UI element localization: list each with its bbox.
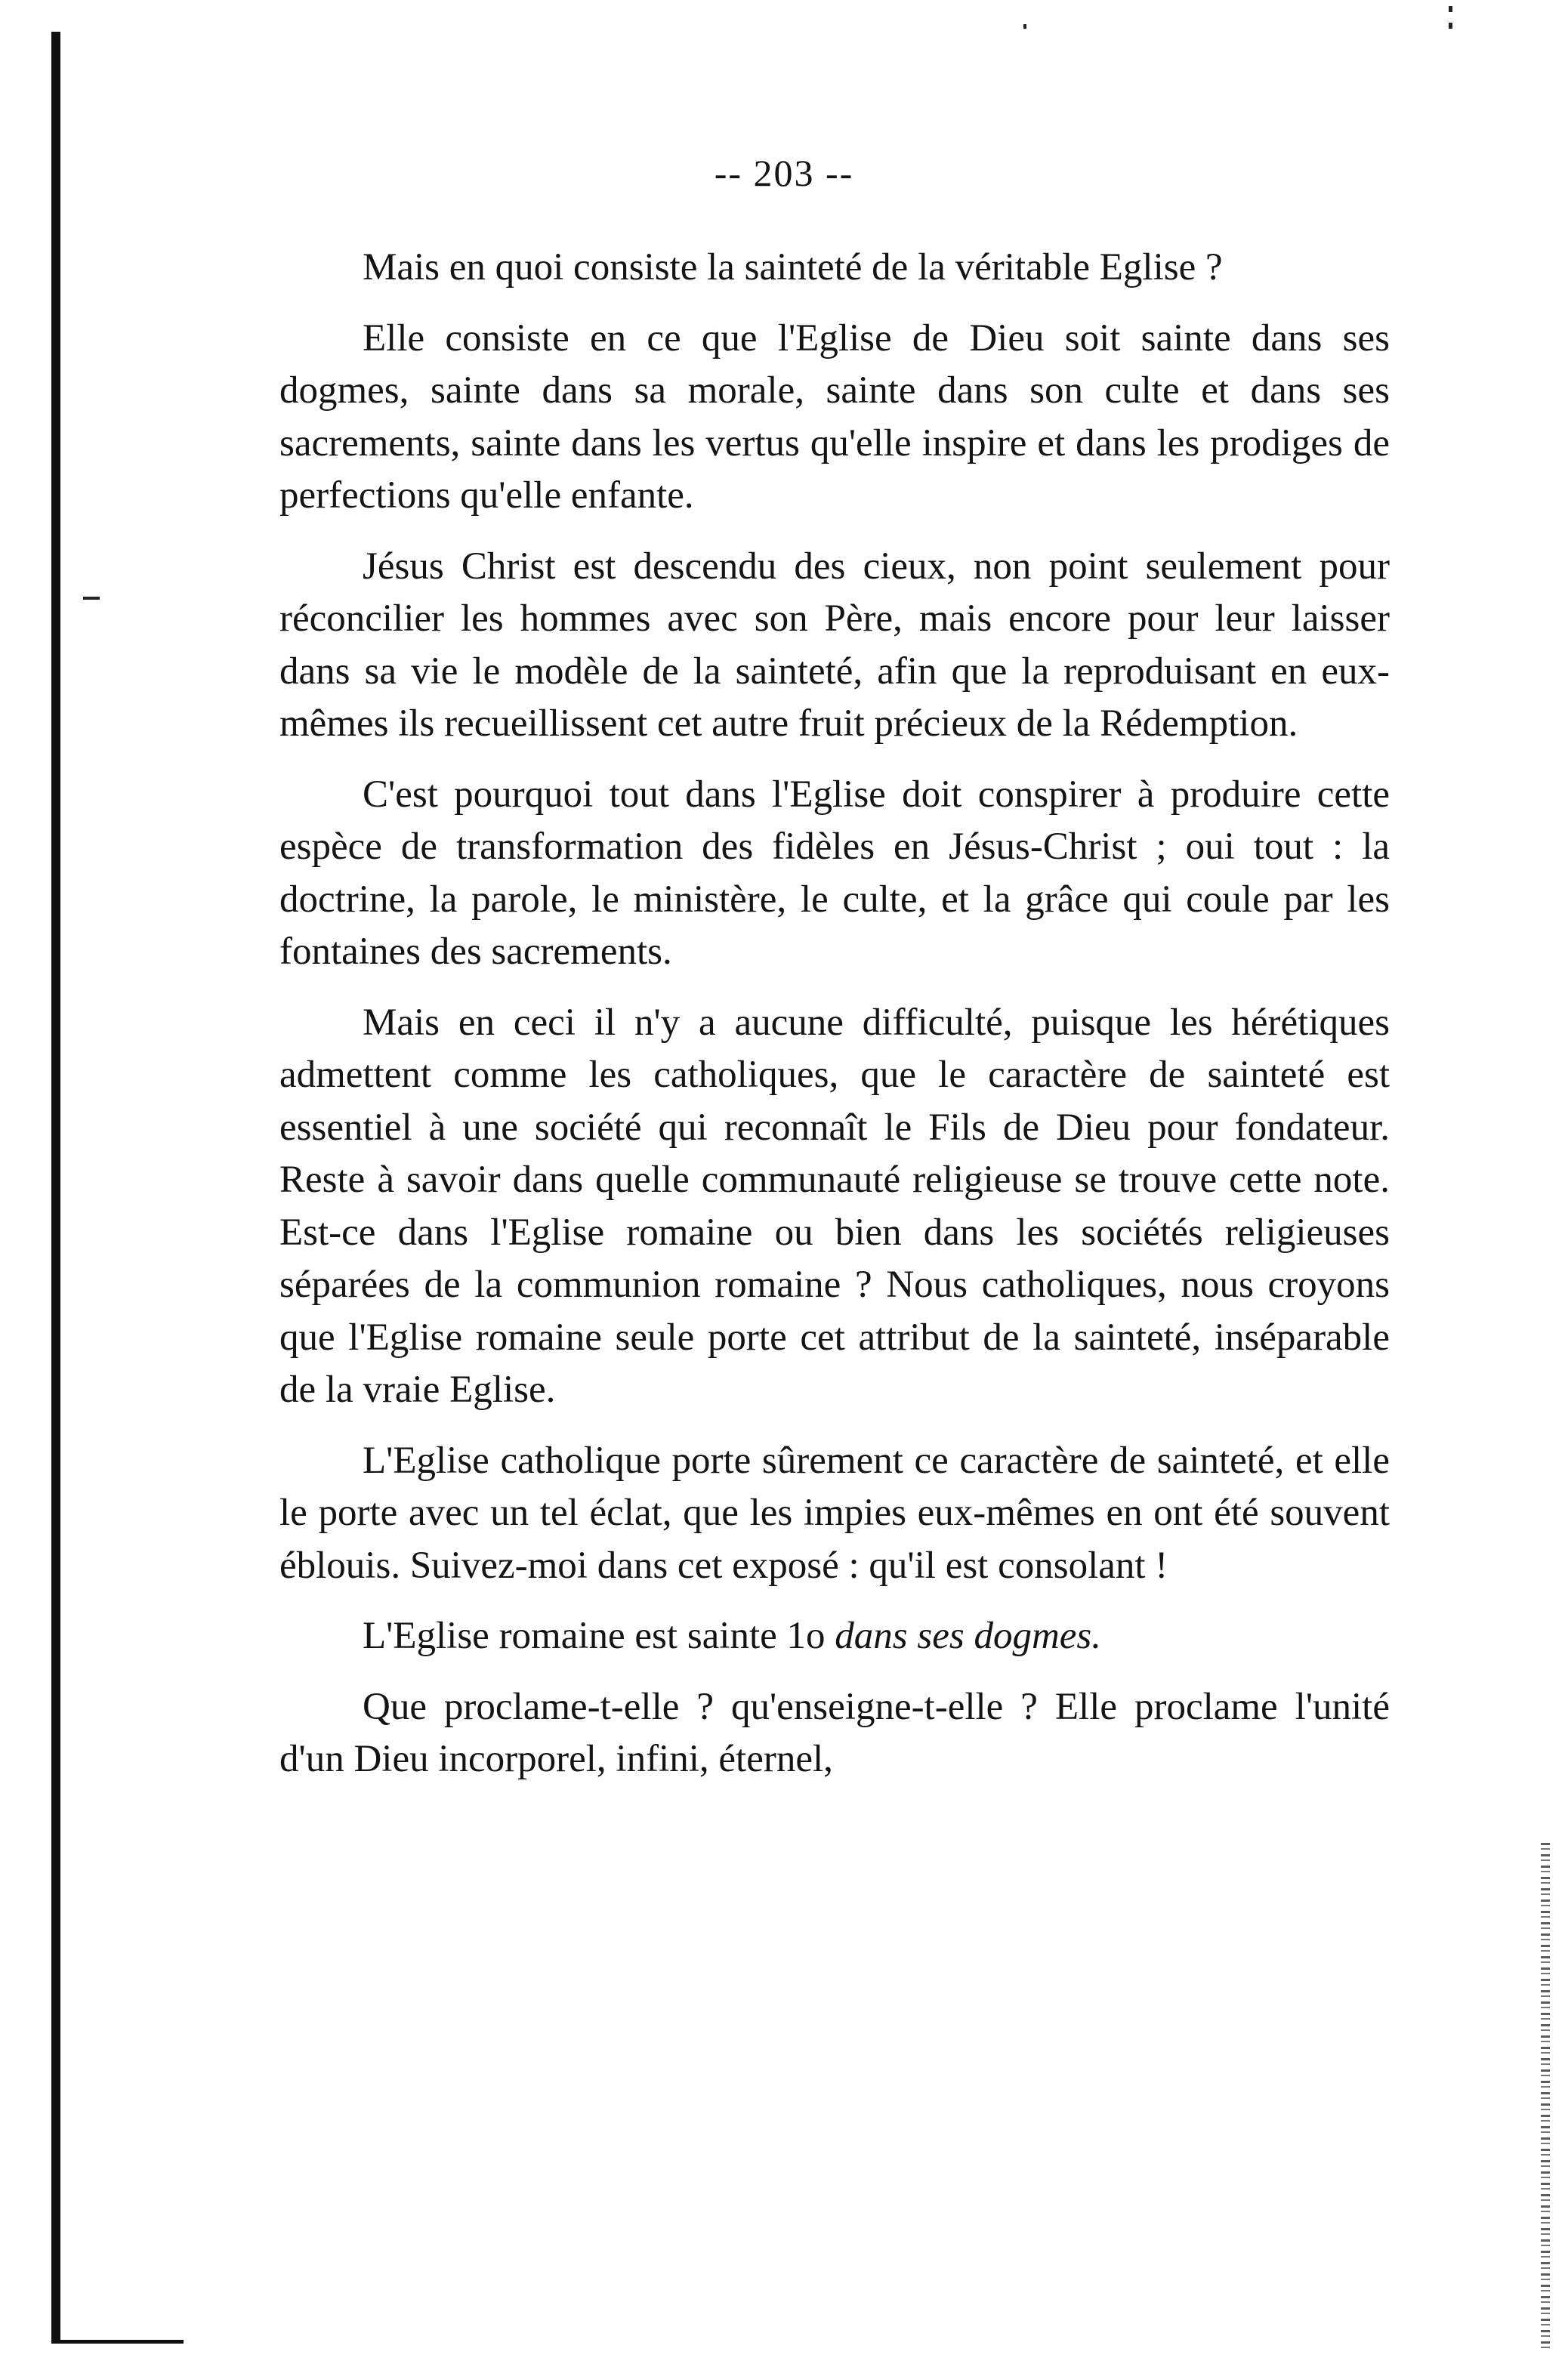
- page-number: -- 203 --: [714, 152, 854, 194]
- scan-speck: [1449, 23, 1452, 29]
- scan-speck: [1023, 24, 1026, 29]
- dogmes-line-emphasis: dans ses dogmes.: [835, 1615, 1102, 1657]
- scan-speck: [1449, 6, 1452, 12]
- body-text: [279, 242, 1390, 1786]
- paragraph: Mais en ceci il n'y a aucune difficulté, puisque les hérétiques admettent comme les catholiques, que le caractère de sainteté est essentiel à une société qui reconnaît le Fils de Dieu pour fondateur. Reste à savoir dans quelle communauté religieuse se trouve cette note. Est-ce dans l'Eglise romaine ou bien dans les sociétés religieuses séparées de la communion romaine ? Nous catholiques, nous croyons que l'Eglise romaine seule porte cet attribut de la sainteté, inséparable de la vraie Eglise.: [279, 1001, 1390, 1411]
- paragraph: Mais en quoi consiste la sainteté de la véritable Eglise ?: [363, 246, 1223, 289]
- binding-edge-shadow: [51, 32, 60, 2343]
- paragraph: L'Eglise catholique porte sûrement ce caractère de sainteté, et elle le porte avec un tel éclat, que les impies eux-mêmes en ont été souvent éblouis. Suivez-moi dans cet exposé : qu'il est consolant !: [279, 1439, 1390, 1587]
- margin-mark: [83, 597, 100, 600]
- dogmes-heading-line: [279, 1610, 1390, 1663]
- paragraph: Elle consiste en ce que l'Eglise de Dieu soit sainte dans ses dogmes, sainte dans sa morale, sainte dans son culte et dans ses sacrements, sainte dans les vertus qu'elle inspire et dans les prodiges de perfections qu'elle enfante.: [279, 316, 1390, 517]
- dogmes-line-prefix: L'Eglise romaine est sainte 1o: [363, 1615, 826, 1657]
- paragraph: C'est pourquoi tout dans l'Eglise doit conspirer à produire cette espèce de transformation des fidèles en Jésus-Christ ; oui tout : la doctrine, la parole, le ministère, le culte, et la grâce qui coule par les fontaines des sacrements.: [279, 773, 1390, 973]
- paragraph: Que proclame-t-elle ? qu'enseigne-t-elle ? Elle proclame l'unité d'un Dieu incorporel, infini, éternel,: [279, 1685, 1390, 1780]
- bottom-edge-shadow: [51, 2340, 184, 2344]
- paragraph: Jésus Christ est descendu des cieux, non point seulement pour réconcilier les hommes avec son Père, mais encore pour leur laisser dans sa vie le modèle de la sainteté, afin que la reproduisant en eux-mêmes ils recueillissent cet autre fruit précieux de la Rédemption.: [279, 545, 1390, 745]
- right-edge-speckle: [1541, 1843, 1550, 2349]
